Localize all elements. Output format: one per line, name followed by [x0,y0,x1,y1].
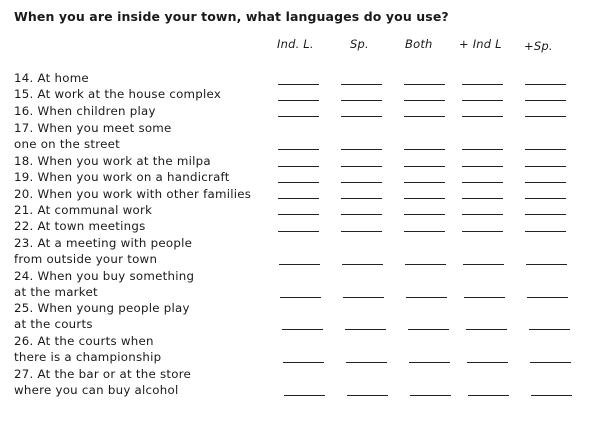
answer-blank-q16-both[interactable] [404,116,445,117]
answer-blank-q15-spanish[interactable] [341,100,382,101]
answer-blank-q17-more-indigenous[interactable] [462,149,503,150]
question-24-line-2: at the market [14,285,98,299]
question-25-line-1: 25. When young people play [14,301,190,315]
answer-blank-q17-spanish[interactable] [341,149,382,150]
question-17-line-2: one on the street [14,137,121,151]
answer-blank-q18-spanish[interactable] [341,166,382,167]
answer-blank-q24-more-spanish[interactable] [527,297,568,298]
column-header-more-spanish: +Sp. [524,39,553,53]
answer-blank-q15-more-indigenous[interactable] [462,100,503,101]
answer-blank-q19-more-spanish[interactable] [525,182,566,183]
answer-blank-q17-more-spanish[interactable] [525,149,566,150]
question-16-line-1: 16. When children play [14,104,156,118]
answer-blank-q25-both[interactable] [408,329,449,330]
question-15-line-1: 15. At work at the house complex [14,87,222,101]
answer-blank-q18-more-spanish[interactable] [525,166,566,167]
answer-blank-q22-spanish[interactable] [341,231,382,232]
answer-blank-q16-more-indigenous[interactable] [462,116,503,117]
question-21-line-1: 21. At communal work [14,203,153,217]
answer-blank-q15-both[interactable] [404,100,445,101]
answer-blank-q21-more-indigenous[interactable] [462,214,503,215]
answer-blank-q21-indigenous-language[interactable] [278,214,319,215]
column-header-spanish: Sp. [350,37,369,51]
column-header-indigenous-language: Ind. L. [277,37,314,51]
answer-blank-q24-more-indigenous[interactable] [464,297,505,298]
question-22-line-1: 22. At town meetings [14,219,146,233]
answer-blank-q18-indigenous-language[interactable] [278,166,319,167]
answer-blank-q23-indigenous-language[interactable] [279,264,320,265]
answer-blank-q26-more-indigenous[interactable] [467,362,508,363]
question-26-line-1: 26. At the courts when [14,334,154,348]
answer-blank-q21-both[interactable] [404,214,445,215]
answer-blank-q21-more-spanish[interactable] [525,214,566,215]
question-19-line-1: 19. When you work on a handicraft [14,170,230,184]
answer-blank-q18-both[interactable] [404,166,445,167]
answer-blank-q27-more-indigenous[interactable] [468,395,509,396]
answer-blank-q19-spanish[interactable] [341,182,382,183]
answer-blank-q25-spanish[interactable] [345,329,386,330]
question-26-line-2: there is a championship [14,350,162,364]
question-14-line-1: 14. At home [14,71,89,85]
answer-blank-q19-both[interactable] [404,182,445,183]
answer-blank-q16-indigenous-language[interactable] [278,116,319,117]
answer-blank-q14-more-spanish[interactable] [525,84,566,85]
answer-blank-q14-indigenous-language[interactable] [278,84,319,85]
answer-blank-q25-more-indigenous[interactable] [466,329,507,330]
answer-blank-q16-spanish[interactable] [341,116,382,117]
question-27-line-1: 27. At the bar or at the store [14,367,192,381]
answer-blank-q25-more-spanish[interactable] [529,329,570,330]
column-header-both: Both [405,37,433,51]
answer-blank-q27-both[interactable] [410,395,451,396]
answer-blank-q15-more-spanish[interactable] [525,100,566,101]
answer-blank-q17-indigenous-language[interactable] [278,149,319,150]
answer-blank-q17-both[interactable] [404,149,445,150]
answer-blank-q22-more-indigenous[interactable] [462,231,503,232]
answer-blank-q20-more-indigenous[interactable] [462,198,503,199]
answer-blank-q27-more-spanish[interactable] [531,395,572,396]
answer-blank-q14-more-indigenous[interactable] [462,84,503,85]
answer-blank-q15-indigenous-language[interactable] [278,100,319,101]
answer-blank-q21-spanish[interactable] [341,214,382,215]
question-27-line-2: where you can buy alcohol [14,383,179,397]
question-24-line-1: 24. When you buy something [14,269,195,283]
answer-blank-q16-more-spanish[interactable] [525,116,566,117]
answer-blank-q14-both[interactable] [404,84,445,85]
question-18-line-1: 18. When you work at the milpa [14,154,211,168]
answer-blank-q24-both[interactable] [406,297,447,298]
answer-blank-q26-more-spanish[interactable] [530,362,571,363]
answer-blank-q19-more-indigenous[interactable] [462,182,503,183]
answer-blank-q22-indigenous-language[interactable] [278,231,319,232]
answer-blank-q26-both[interactable] [409,362,450,363]
answer-blank-q20-spanish[interactable] [341,198,382,199]
answer-blank-q20-both[interactable] [404,198,445,199]
question-25-line-2: at the courts [14,317,93,331]
answer-blank-q26-indigenous-language[interactable] [283,362,324,363]
question-23-line-2: from outside your town [14,252,158,266]
answer-blank-q18-more-indigenous[interactable] [462,166,503,167]
answer-blank-q19-indigenous-language[interactable] [278,182,319,183]
answer-blank-q14-spanish[interactable] [341,84,382,85]
answer-blank-q27-indigenous-language[interactable] [284,395,325,396]
survey-question-title: When you are inside your town, what languages do you use? [14,9,449,24]
answer-blank-q22-both[interactable] [404,231,445,232]
answer-blank-q23-spanish[interactable] [342,264,383,265]
answer-blank-q23-more-spanish[interactable] [526,264,567,265]
answer-blank-q22-more-spanish[interactable] [525,231,566,232]
question-17-line-1: 17. When you meet some [14,121,172,135]
question-20-line-1: 20. When you work with other families [14,187,252,201]
answer-blank-q24-spanish[interactable] [343,297,384,298]
question-23-line-1: 23. At a meeting with people [14,236,193,250]
answer-blank-q25-indigenous-language[interactable] [282,329,323,330]
answer-blank-q24-indigenous-language[interactable] [280,297,321,298]
answer-blank-q20-indigenous-language[interactable] [278,198,319,199]
answer-blank-q27-spanish[interactable] [347,395,388,396]
column-header-more-indigenous: + Ind L [459,37,502,51]
answer-blank-q26-spanish[interactable] [346,362,387,363]
answer-blank-q23-more-indigenous[interactable] [463,264,504,265]
answer-blank-q23-both[interactable] [405,264,446,265]
answer-blank-q20-more-spanish[interactable] [525,198,566,199]
